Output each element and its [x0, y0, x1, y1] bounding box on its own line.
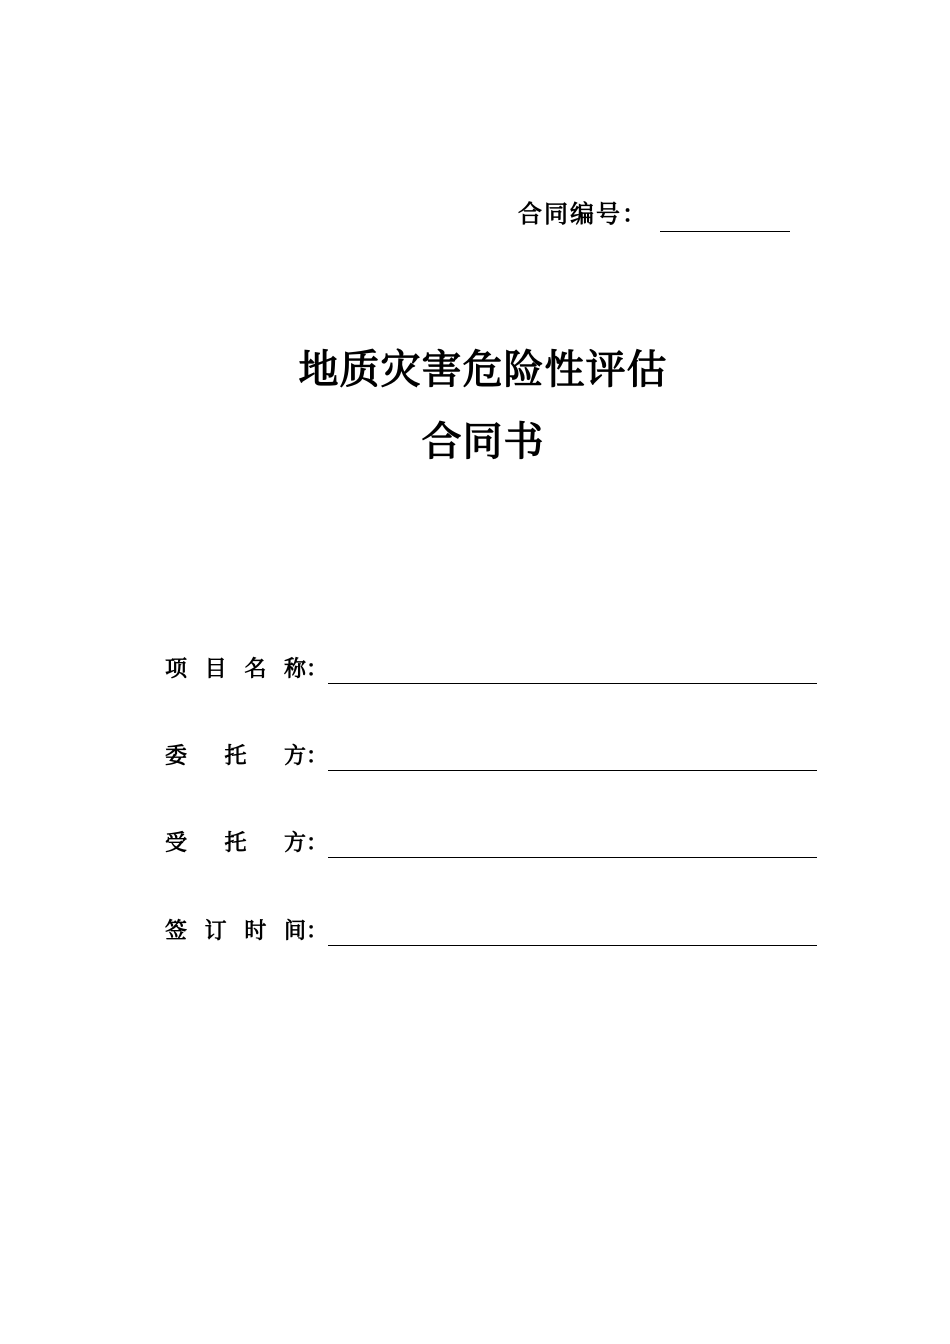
field-client-label	[165, 741, 328, 771]
label-char: 受	[165, 830, 188, 856]
field-signing-date	[165, 906, 817, 946]
label-char: 间：	[283, 918, 328, 944]
field-signing-date-label	[165, 916, 328, 946]
field-client-blank[interactable]	[328, 769, 817, 771]
field-contractor-blank[interactable]	[328, 856, 817, 858]
label-char: 方：	[283, 830, 328, 856]
field-contractor-label	[165, 828, 328, 858]
field-project-name-blank[interactable]	[328, 682, 817, 684]
field-project-name-label	[165, 654, 328, 684]
label-char: 称：	[283, 656, 328, 682]
contract-number-label: 合同编号：	[518, 199, 648, 228]
label-char: 签	[165, 918, 188, 944]
label-char: 托	[224, 743, 247, 769]
field-client	[165, 731, 817, 771]
document-title-line-2: 合同书	[421, 418, 545, 465]
contract-number-row	[518, 196, 790, 232]
label-char: 委	[165, 743, 188, 769]
label-char: 项	[165, 656, 188, 682]
contract-number-blank[interactable]	[660, 201, 790, 232]
label-char: 时	[244, 918, 267, 944]
label-char: 托	[224, 830, 247, 856]
field-signing-date-blank[interactable]	[328, 944, 817, 946]
field-contractor	[165, 818, 817, 858]
label-char: 名	[244, 656, 267, 682]
document-title-line-1: 地质灾害危险性评估	[298, 346, 668, 393]
label-char: 目	[204, 656, 227, 682]
label-char: 订	[204, 918, 227, 944]
label-char: 方：	[283, 743, 328, 769]
field-project-name	[165, 644, 817, 684]
